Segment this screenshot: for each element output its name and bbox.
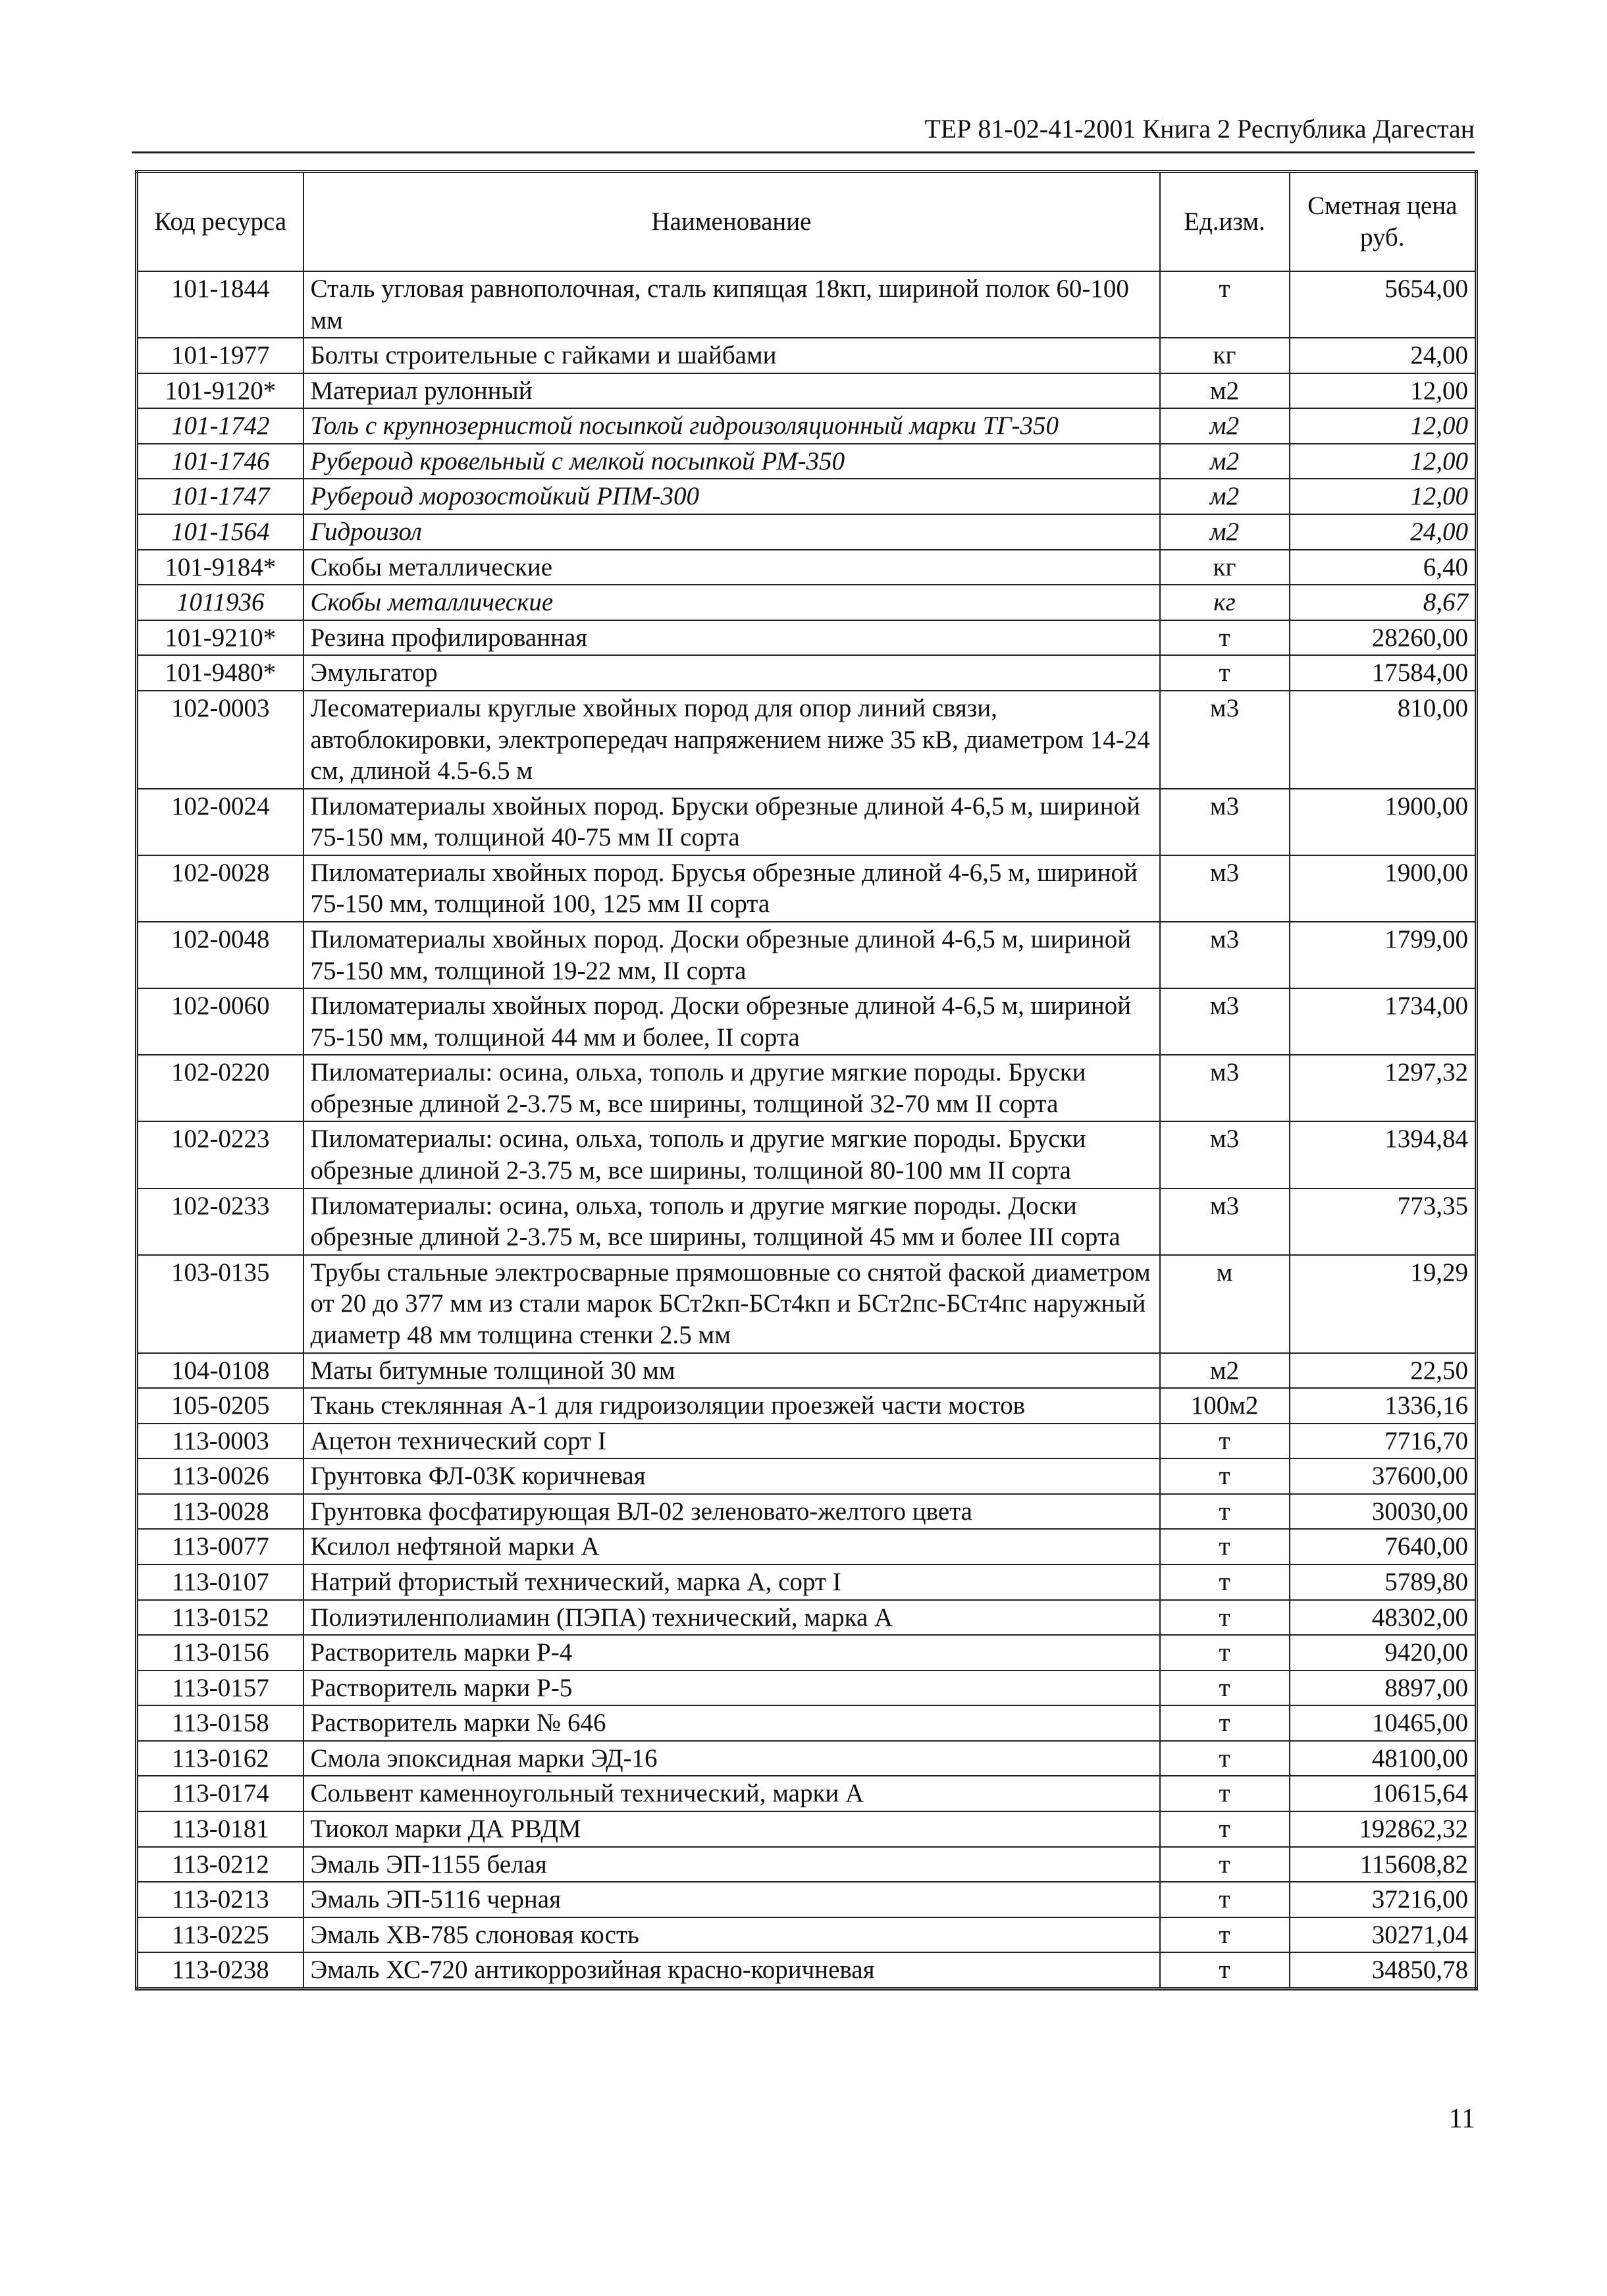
table-row (137, 1121, 1477, 1188)
cell-name: Смола эпоксидная марки ЭД-16 (303, 1741, 1160, 1776)
cell-name: Гидроизол (303, 514, 1160, 550)
cell-price: 8897,00 (1290, 1670, 1477, 1706)
cell-unit: м3 (1160, 1188, 1290, 1255)
cell-name: Пиломатериалы хвойных пород. Доски обрезные длиной 4-6,5 м, шириной 75-150 мм, толщиной 19-22 мм, II сорта (303, 922, 1160, 988)
document-title: ТЕР 81-02-41-2001 Книга 2 Республика Дагестан (924, 114, 1475, 144)
cell-price: 48100,00 (1290, 1741, 1477, 1776)
cell-price: 1900,00 (1290, 855, 1477, 922)
cell-unit: м2 (1160, 408, 1290, 444)
table-row (137, 1458, 1477, 1494)
table-row (137, 338, 1477, 373)
cell-price: 10615,64 (1290, 1776, 1477, 1811)
table-row (137, 1600, 1477, 1636)
table-header-row (137, 172, 1477, 272)
cell-name: Резина профилированная (303, 620, 1160, 656)
cell-code: 101-1564 (137, 514, 303, 550)
cell-unit: м (1160, 1255, 1290, 1353)
cell-unit: м2 (1160, 514, 1290, 550)
cell-unit: т (1160, 1600, 1290, 1636)
cell-unit: м3 (1160, 1121, 1290, 1188)
cell-unit: м3 (1160, 922, 1290, 988)
cell-name: Скобы металлические (303, 585, 1160, 620)
cell-code: 101-9120* (137, 373, 303, 409)
table-row (137, 1952, 1477, 1989)
cell-price: 1336,16 (1290, 1388, 1477, 1424)
cell-code: 101-1977 (137, 338, 303, 373)
cell-price: 1297,32 (1290, 1055, 1477, 1121)
table-row (137, 479, 1477, 514)
cell-price: 24,00 (1290, 338, 1477, 373)
cell-price: 1900,00 (1290, 789, 1477, 855)
cell-name: Натрий фтористый технический, марка А, сорт I (303, 1564, 1160, 1600)
table-row (137, 789, 1477, 855)
cell-unit: м3 (1160, 855, 1290, 922)
cell-name: Эмаль ХС-720 антикоррозийная красно-коричневая (303, 1952, 1160, 1989)
cell-price: 28260,00 (1290, 620, 1477, 656)
cell-name: Эмаль ЭП-5116 черная (303, 1882, 1160, 1917)
cell-price: 12,00 (1290, 408, 1477, 444)
cell-code: 113-0162 (137, 1741, 303, 1776)
cell-code: 101-1746 (137, 444, 303, 479)
table-row (137, 1811, 1477, 1847)
cell-price: 37600,00 (1290, 1458, 1477, 1494)
cell-unit: м3 (1160, 988, 1290, 1055)
cell-unit: т (1160, 1811, 1290, 1847)
cell-code: 102-0003 (137, 691, 303, 789)
cell-unit: т (1160, 1952, 1290, 1989)
cell-price: 9420,00 (1290, 1635, 1477, 1670)
table-row (137, 373, 1477, 409)
cell-price: 19,29 (1290, 1255, 1477, 1353)
cell-unit: т (1160, 620, 1290, 656)
cell-price: 810,00 (1290, 691, 1477, 789)
cell-code: 105-0205 (137, 1388, 303, 1424)
cell-price: 8,67 (1290, 585, 1477, 620)
cell-code: 113-0152 (137, 1600, 303, 1636)
table-row (137, 408, 1477, 444)
cell-price: 773,35 (1290, 1188, 1477, 1255)
cell-unit: т (1160, 655, 1290, 691)
cell-name: Лесоматериалы круглые хвойных пород для опор линий связи, автоблокировки, электропередач напряжением ниже 35 кВ, диаметром 14-24 см, длиной 4.5-6.5 м (303, 691, 1160, 789)
table-row (137, 1055, 1477, 1121)
resource-table (135, 170, 1478, 1990)
cell-price: 7640,00 (1290, 1529, 1477, 1564)
cell-code: 104-0108 (137, 1353, 303, 1389)
cell-price: 12,00 (1290, 373, 1477, 409)
table-row (137, 1741, 1477, 1776)
cell-price: 10465,00 (1290, 1705, 1477, 1741)
cell-name: Пиломатериалы хвойных пород. Доски обрезные длиной 4-6,5 м, шириной 75-150 мм, толщиной 44 мм и более, II сорта (303, 988, 1160, 1055)
cell-price: 30271,04 (1290, 1917, 1477, 1953)
cell-code: 113-0026 (137, 1458, 303, 1494)
cell-price: 1394,84 (1290, 1121, 1477, 1188)
cell-unit: т (1160, 1917, 1290, 1953)
cell-name: Грунтовка ФЛ-03К коричневая (303, 1458, 1160, 1494)
table-row (137, 1635, 1477, 1670)
cell-code: 113-0238 (137, 1952, 303, 1989)
cell-unit: т (1160, 1882, 1290, 1917)
cell-unit: т (1160, 271, 1290, 338)
cell-price: 5654,00 (1290, 271, 1477, 338)
table-row (137, 1564, 1477, 1600)
table-row (137, 620, 1477, 656)
table-row (137, 855, 1477, 922)
cell-unit: т (1160, 1458, 1290, 1494)
cell-price: 22,50 (1290, 1353, 1477, 1389)
cell-code: 101-9184* (137, 550, 303, 585)
cell-code: 102-0048 (137, 922, 303, 988)
cell-name: Скобы металлические (303, 550, 1160, 585)
cell-price: 7716,70 (1290, 1424, 1477, 1459)
cell-name: Ацетон технический сорт I (303, 1424, 1160, 1459)
table-row (137, 1529, 1477, 1564)
cell-price: 5789,80 (1290, 1564, 1477, 1600)
table-row (137, 271, 1477, 338)
cell-name: Маты битумные толщиной 30 мм (303, 1353, 1160, 1389)
cell-code: 113-0158 (137, 1705, 303, 1741)
cell-name: Рубероид кровельный с мелкой посыпкой РМ-350 (303, 444, 1160, 479)
cell-price: 48302,00 (1290, 1600, 1477, 1636)
cell-name: Тиокол марки ДА РВДМ (303, 1811, 1160, 1847)
cell-name: Рубероид морозостойкий РПМ-300 (303, 479, 1160, 514)
cell-unit: т (1160, 1705, 1290, 1741)
cell-price: 1799,00 (1290, 922, 1477, 988)
cell-code: 113-0077 (137, 1529, 303, 1564)
cell-code: 113-0213 (137, 1882, 303, 1917)
cell-unit: т (1160, 1776, 1290, 1811)
cell-code: 101-1844 (137, 271, 303, 338)
cell-code: 113-0157 (137, 1670, 303, 1706)
cell-code: 1011936 (137, 585, 303, 620)
cell-code: 113-0181 (137, 1811, 303, 1847)
cell-price: 12,00 (1290, 479, 1477, 514)
cell-unit: кг (1160, 585, 1290, 620)
cell-code: 113-0156 (137, 1635, 303, 1670)
table-row (137, 655, 1477, 691)
table-row (137, 514, 1477, 550)
cell-name: Эмаль ХВ-785 слоновая кость (303, 1917, 1160, 1953)
cell-name: Ксилол нефтяной марки А (303, 1529, 1160, 1564)
table-row (137, 988, 1477, 1055)
table-row (137, 1847, 1477, 1882)
cell-unit: кг (1160, 338, 1290, 373)
cell-name: Болты строительные с гайками и шайбами (303, 338, 1160, 373)
table-row (137, 922, 1477, 988)
cell-price: 1734,00 (1290, 988, 1477, 1055)
cell-code: 102-0233 (137, 1188, 303, 1255)
cell-unit: т (1160, 1564, 1290, 1600)
cell-name: Эмульгатор (303, 655, 1160, 691)
cell-code: 102-0223 (137, 1121, 303, 1188)
cell-code: 101-9210* (137, 620, 303, 656)
cell-name: Пиломатериалы хвойных пород. Бруски обрезные длиной 4-6,5 м, шириной 75-150 мм, толщиной 40-75 мм II сорта (303, 789, 1160, 855)
cell-name: Растворитель марки Р-5 (303, 1670, 1160, 1706)
cell-code: 102-0220 (137, 1055, 303, 1121)
cell-name: Пиломатериалы: осина, ольха, тополь и другие мягкие породы. Бруски обрезные длиной 2-3.75 м, все ширины, толщиной 80-100 мм II сорта (303, 1121, 1160, 1188)
cell-name: Пиломатериалы: осина, ольха, тополь и другие мягкие породы. Доски обрезные длиной 2-3.75 м, все ширины, толщиной 45 мм и более III сорта (303, 1188, 1160, 1255)
cell-name: Толь с крупнозернистой посыпкой гидроизоляционный марки ТГ-350 (303, 408, 1160, 444)
table-row (137, 444, 1477, 479)
cell-code: 101-1747 (137, 479, 303, 514)
cell-name: Растворитель марки Р-4 (303, 1635, 1160, 1670)
cell-code: 113-0174 (137, 1776, 303, 1811)
cell-name: Пиломатериалы хвойных пород. Брусья обрезные длиной 4-6,5 м, шириной 75-150 мм, толщиной 100, 125 мм II сорта (303, 855, 1160, 922)
cell-unit: м3 (1160, 1055, 1290, 1121)
table-row (137, 550, 1477, 585)
cell-unit: м2 (1160, 373, 1290, 409)
cell-name: Материал рулонный (303, 373, 1160, 409)
cell-price: 192862,32 (1290, 1811, 1477, 1847)
cell-price: 115608,82 (1290, 1847, 1477, 1882)
cell-unit: кг (1160, 550, 1290, 585)
cell-name: Сольвент каменноугольный технический, марки А (303, 1776, 1160, 1811)
cell-code: 113-0107 (137, 1564, 303, 1600)
cell-name: Сталь угловая равнополочная, сталь кипящая 18кп, шириной полок 60-100 мм (303, 271, 1160, 338)
cell-unit: т (1160, 1847, 1290, 1882)
cell-code: 101-1742 (137, 408, 303, 444)
cell-code: 113-0028 (137, 1494, 303, 1530)
cell-price: 17584,00 (1290, 655, 1477, 691)
table-row (137, 1388, 1477, 1424)
table-row (137, 1188, 1477, 1255)
cell-price: 24,00 (1290, 514, 1477, 550)
cell-name: Грунтовка фосфатирующая ВЛ-02 зеленовато-желтого цвета (303, 1494, 1160, 1530)
cell-unit: м3 (1160, 789, 1290, 855)
cell-code: 113-0212 (137, 1847, 303, 1882)
table-body (137, 271, 1477, 1989)
table-row (137, 585, 1477, 620)
cell-price: 30030,00 (1290, 1494, 1477, 1530)
cell-name: Пиломатериалы: осина, ольха, тополь и другие мягкие породы. Бруски обрезные длиной 2-3.75 м, все ширины, толщиной 32-70 мм II сорта (303, 1055, 1160, 1121)
cell-code: 102-0028 (137, 855, 303, 922)
cell-unit: т (1160, 1741, 1290, 1776)
cell-unit: м2 (1160, 1353, 1290, 1389)
cell-unit: м2 (1160, 479, 1290, 514)
table-row (137, 1670, 1477, 1706)
cell-code: 113-0225 (137, 1917, 303, 1953)
cell-unit: т (1160, 1494, 1290, 1530)
table-row (137, 1255, 1477, 1353)
cell-unit: м3 (1160, 691, 1290, 789)
page-number: 11 (1448, 2104, 1475, 2134)
cell-name: Растворитель марки № 646 (303, 1705, 1160, 1741)
column-header-unit: Ед.изм. (1160, 172, 1290, 272)
cell-unit: т (1160, 1635, 1290, 1670)
cell-unit: 100м2 (1160, 1388, 1290, 1424)
column-header-name: Наименование (303, 172, 1160, 272)
cell-name: Полиэтиленполиамин (ПЭПА) технический, марка А (303, 1600, 1160, 1636)
page-header (132, 105, 1475, 153)
cell-price: 6,40 (1290, 550, 1477, 585)
cell-name: Ткань стеклянная А-1 для гидроизоляции проезжей части мостов (303, 1388, 1160, 1424)
cell-price: 12,00 (1290, 444, 1477, 479)
cell-price: 34850,78 (1290, 1952, 1477, 1989)
column-header-code: Код ресурса (137, 172, 303, 272)
cell-price: 37216,00 (1290, 1882, 1477, 1917)
table-row (137, 1776, 1477, 1811)
table-row (137, 1882, 1477, 1917)
table-row (137, 1705, 1477, 1741)
cell-unit: т (1160, 1424, 1290, 1459)
table-row (137, 1494, 1477, 1530)
column-header-price: Сметная цена руб. (1290, 172, 1477, 272)
cell-code: 113-0003 (137, 1424, 303, 1459)
cell-code: 102-0060 (137, 988, 303, 1055)
cell-unit: м2 (1160, 444, 1290, 479)
cell-unit: т (1160, 1670, 1290, 1706)
cell-code: 103-0135 (137, 1255, 303, 1353)
table-row (137, 1353, 1477, 1389)
table-row (137, 691, 1477, 789)
cell-code: 102-0024 (137, 789, 303, 855)
cell-code: 101-9480* (137, 655, 303, 691)
cell-name: Эмаль ЭП-1155 белая (303, 1847, 1160, 1882)
cell-unit: т (1160, 1529, 1290, 1564)
table-row (137, 1424, 1477, 1459)
table-row (137, 1917, 1477, 1953)
cell-name: Трубы стальные электросварные прямошовные со снятой фаской диаметром от 20 до 377 мм из стали марок БСт2кп-БСт4кп и БСт2пс-БСт4пс наружный диаметр 48 мм толщина стенки 2.5 мм (303, 1255, 1160, 1353)
